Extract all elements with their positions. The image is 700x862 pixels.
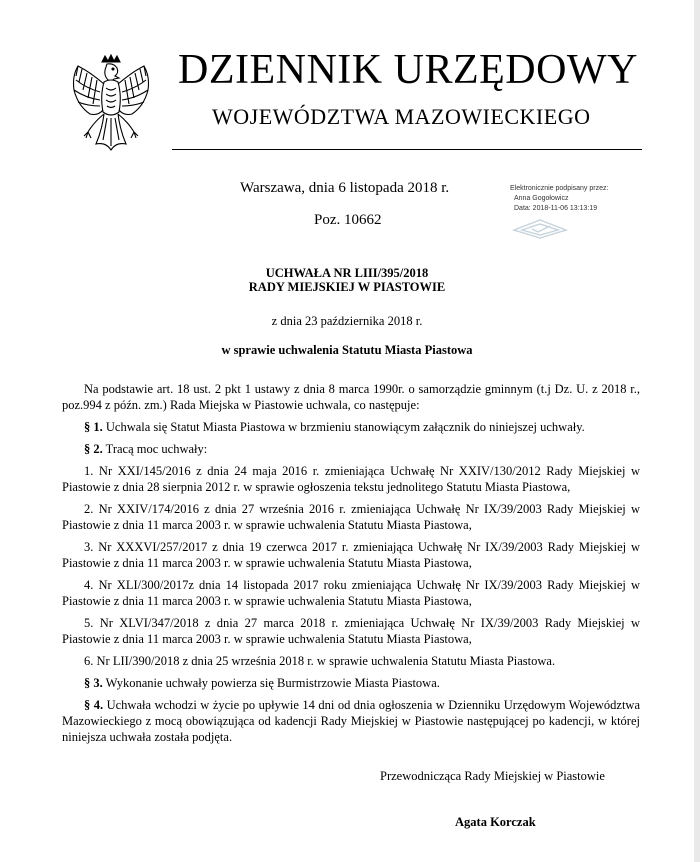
list-item: 2. Nr XXIV/174/2016 z dnia 27 września 2016 r. zmieniająca Uchwałę Nr IX/39/2003 Rady Miejskiej w Piastowie z dnia 11 marca 2003 r. w sprawie uchwalenia Statutu Miasta Piastowa, <box>62 502 640 532</box>
section-4-label: § 4. <box>84 698 104 712</box>
resolution-body: RADY MIEJSKIEJ W PIASTOWIE <box>248 280 446 294</box>
section-1-text: Uchwala się Statut Miasta Piastowa w brzmieniu stanowiącym załącznik do niniejszej uchwały. <box>102 420 585 434</box>
preamble: Na podstawie art. 18 ust. 2 pkt 1 ustawy z dnia 8 marca 1990r. o samorządzie gminnym (t.j Dz. U. z 2018 r., poz.994 z późn. zm.) Rada Miejska w Piastowie uchwala, co następuje: <box>62 382 640 412</box>
section-1 <box>62 419 640 435</box>
section-1-label: § 1. <box>84 420 103 434</box>
esig-date: Data: 2018-11-06 13:13:19 <box>514 205 598 212</box>
section-2-text: Tracą moc uchwały: <box>102 442 208 456</box>
resolution-title: UCHWAŁA NR LIII/395/2018 <box>265 266 429 280</box>
resolution-date: z dnia 23 października 2018 r. <box>271 314 423 328</box>
place-and-date: Warszawa, dnia 6 listopada 2018 r. <box>240 180 450 196</box>
section-3-text: Wykonanie uchwały powierza się Burmistrzowie Miasta Piastowa. <box>102 676 440 690</box>
section-2 <box>62 441 640 457</box>
polish-eagle-emblem-icon <box>62 52 160 160</box>
electronic-signature-box[interactable] <box>510 184 608 214</box>
section-3 <box>62 675 640 691</box>
viewer-background <box>694 0 700 862</box>
journal-subtitle: WOJEWÓDZTWA MAZOWIECKIEGO <box>212 104 591 129</box>
signature-check-icon <box>510 216 570 240</box>
section-2-label: § 2. <box>84 442 103 456</box>
section-4-text: Uchwała wchodzi w życie po upływie 14 dni od dnia ogłoszenia w Dzienniku Urzędowym Województwa Mazowieckiego z mocą obowiązująca od kadencji Rady Miejskiej w Piastowie następującej po kadencji, w której niniejsza uchwała została podjęta. <box>62 698 641 744</box>
section-4 <box>62 697 640 745</box>
position-number: Poz. 10662 <box>314 212 382 228</box>
signatory-role: Przewodnicząca Rady Miejskiej w Piastowie <box>380 769 605 783</box>
list-item: 4. Nr XLI/300/2017z dnia 14 listopada 2017 roku zmieniająca Uchwałę Nr IX/39/2003 Rady Miejskiej w Piastowie z dnia 11 marca 2003 r. w sprawie uchwalenia Statutu Miasta Piastowa, <box>62 578 640 608</box>
list-item: 3. Nr XXXVI/257/2017 z dnia 19 czerwca 2017 r. zmieniająca Uchwałę Nr IX/39/2003 Rady Miejskiej w Piastowie z dnia 11 marca 2003 r. w sprawie uchwalenia Statutu Miasta Piastowa, <box>62 540 640 570</box>
list-item: 5. Nr XLVI/347/2018 z dnia 27 marca 2018 r. zmieniająca Uchwałę Nr IX/39/2003 Rady Miejskiej w Piastowie z dnia 11 marca 2003 r. w sprawie uchwalenia Statutu Miasta Piastowa, <box>62 616 640 646</box>
esig-signer: Anna Gogołowicz <box>514 195 569 202</box>
signatory-name: Agata Korczak <box>455 815 536 829</box>
list-item: 1. Nr XXI/145/2016 z dnia 24 maja 2016 r. zmieniająca Uchwałę Nr XXIV/130/2012 Rady Miejskiej w Piastowie z dnia 28 sierpnia 2012 r. w sprawie ogłoszenia tekstu jednolitego Statutu Miasta Piastowa, <box>62 464 640 494</box>
list-item: 6. Nr LII/390/2018 z dnia 25 września 2018 r. w sprawie uchwalenia Statutu Miasta Piastowa. <box>84 654 556 668</box>
esig-label: Elektronicznie podpisany przez: <box>510 185 609 192</box>
header-divider <box>172 149 642 150</box>
resolution-subject: w sprawie uchwalenia Statutu Miasta Piastowa <box>221 343 473 357</box>
resolution-content <box>62 381 640 745</box>
journal-title: DZIENNIK URZĘDOWY <box>178 47 638 93</box>
section-3-label: § 3. <box>84 676 103 690</box>
